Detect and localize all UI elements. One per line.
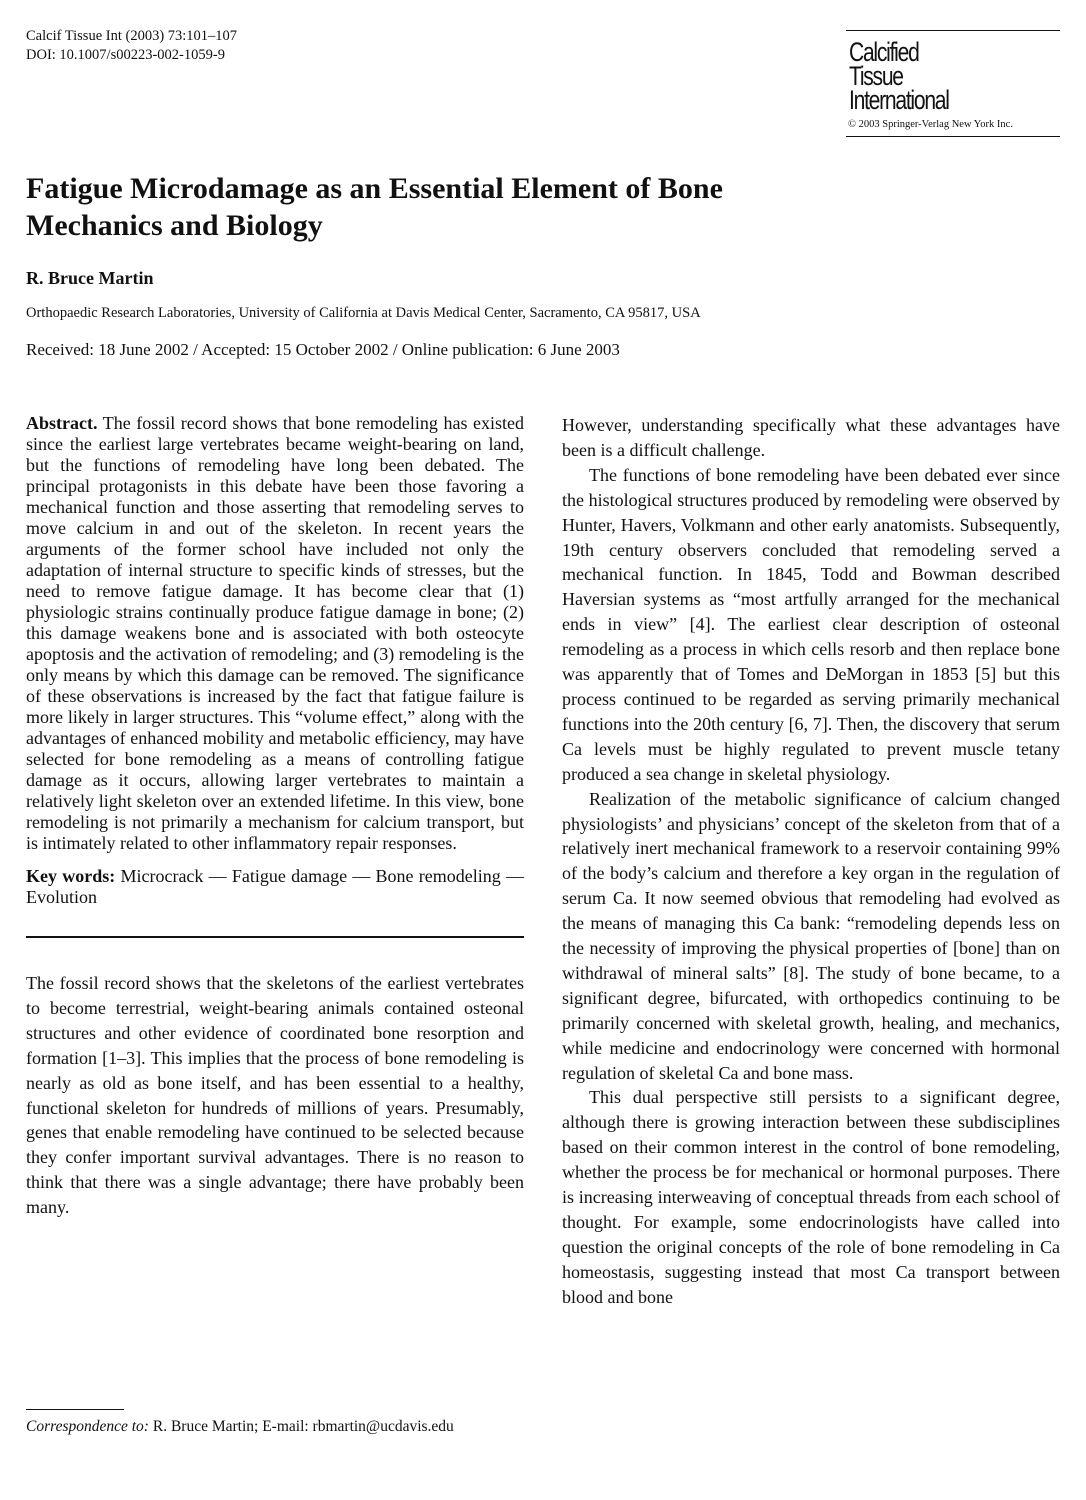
keywords-text: Microcrack — Fatigue damage — Bone remodeling — Evolution [26, 866, 524, 907]
footnote-divider [26, 1409, 124, 1410]
paragraph-3: Realization of the metabolic significance of calcium changed physiologists’ and physicians’ concept of the skeleton from that of a relatively inert mechanical framework to a reservoir containing 99% of the body’s calcium and therefore a key organ in the regulation of serum Ca. It now seemed obvious that remodeling had evolved as the means of managing this Ca bank: “remodeling depends less on the necessity of improving the physical properties of [bone] than on withdrawal of mineral salts” [8]. The study of bone became, to a significant degree, bifurcated, with orthopedics continuing to be primarily concerned with skeletal growth, healing, and mechanics, while medicine and endocrinology were concerned with hormonal regulation of skeletal Ca and bone mass. [562, 788, 1060, 1083]
logo-line-2: Tissue [849, 61, 903, 91]
doi: DOI: 10.1007/s00223-002-1059-9 [26, 47, 225, 63]
footnote-label: Correspondence to: [26, 1418, 149, 1435]
header-meta [26, 27, 237, 65]
affiliation: Orthopaedic Research Laboratories, University of California at Davis Medical Center, Sacramento, CA 95817, USA [26, 305, 701, 321]
keywords-label: Key words: [26, 866, 116, 886]
logo-line-1: Calcified [849, 37, 919, 67]
citation: Calcif Tissue Int (2003) 73:101–107 [26, 28, 238, 44]
article-title: Fatigue Microdamage as an Essential Element of Bone Mechanics and Biology [26, 172, 723, 242]
abstract-label: Abstract. [26, 413, 98, 433]
journal-logo [846, 30, 1060, 137]
logo-line-3: International [849, 85, 949, 115]
section-divider [26, 936, 524, 938]
paragraph-2: The functions of bone remodeling have been debated ever since the histological structures produced by remodeling were observed by Hunter, Havers, Volkmann and other early anatomists. Subsequently, 19th century observers concluded that remodeling served a mechanical function. In 1845, Todd and Bowman described Haversian systems as “most artfully arranged for the mechanical ends in view” [4]. The earliest clear description of osteonal remodeling as a process in which cells resorb and then replace bone was apparently that of Tomes and DeMorgan in 1853 [5] but this process continued to be regarded as serving primarily mechanical functions into the 20th century [6, 7]. Then, the discovery that serum Ca levels must be highly regulated to prevent muscle tetany produced a sea change in skeletal physiology. [562, 464, 1060, 784]
copyright: © 2003 Springer-Verlag New York Inc. [848, 119, 1013, 130]
abstract [26, 413, 524, 854]
intro-paragraph: The fossil record shows that the skeletons of the earliest vertebrates to become terrestrial, weight-bearing animals contained osteonal structures and other evidence of coordinated bone resorption and formation [1–3]. This implies that the process of bone remodeling is nearly as old as bone itself, and has been essential to a healthy, functional skeleton for hundreds of millions of years. Presumably, genes that enable remodeling have continued to be selected because they confer important survival advantages. There is no reason to think that there was a single advantage; there have probably been many. [26, 973, 524, 1218]
left-column [26, 413, 524, 1220]
keywords [26, 866, 524, 908]
paragraph-4: This dual perspective still persists to a significant degree, although there is growing interaction between these subdisciplines based on their common interest in the control of bone remodeling, whether the process be for mechanical or hormonal purposes. There is increasing interweaving of conceptual threads from each school of thought. For example, some endocrinologists have called into question the original concepts of the role of bone remodeling in Ca homeostasis, suggesting instead that most Ca transport between blood and bone [562, 1087, 1060, 1307]
author: R. Bruce Martin [26, 268, 154, 288]
footnote-text: R. Bruce Martin; E-mail: rbmartin@ucdavis.edu [152, 1418, 454, 1435]
abstract-text: The fossil record shows that bone remodeling has existed since the earliest large vertebrates became weight-bearing on land, but the functions of remodeling have long been debated. The principal protagonists in this debate have been those favoring a mechanical function and those asserting that remodeling serves to move calcium in and out of the skeleton. In recent years the arguments of the former school have included not only the adaptation of internal structure to specific kinds of stresses, but the need to remove fatigue damage. It has become clear that (1) physiologic strains continually produce fatigue damage in bone; (2) this damage weakens bone and is associated with both osteocyte apoptosis and the activation of remodeling; and (3) remodeling is the only means by which this damage can be removed. The significance of these observations is increased by the fact that fatigue failure is more likely in larger structures. This “volume effect,” along with the advantages of enhanced mobility and metabolic efficiency, may have selected for bone remodeling as a means of controlling fatigue damage as it occurs, allowing larger vertebrates to maintain a relatively light skeleton over an extended lifetime. In this view, bone remodeling is not primarily a mechanism for calcium transport, but is intimately related to other inflammatory repair responses. [26, 413, 524, 853]
paragraph-1: However, understanding specifically what these advantages have been is a difficult challenge. [562, 415, 1060, 460]
correspondence-footnote [26, 1417, 524, 1436]
right-column [562, 413, 1060, 1310]
publication-dates: Received: 18 June 2002 / Accepted: 15 October 2002 / Online publication: 6 June 2003 [26, 340, 620, 359]
